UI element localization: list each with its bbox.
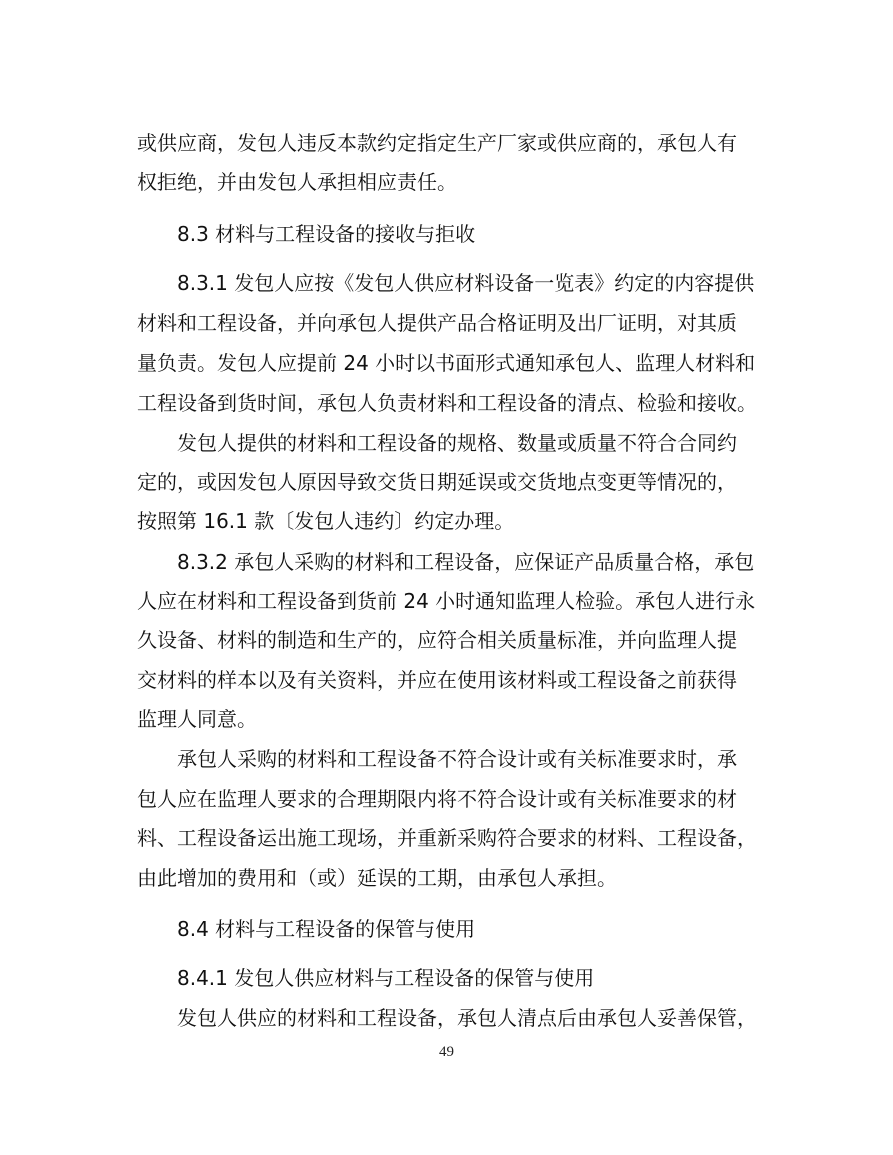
clause-8-3-2-line: 8.3.2 承包人采购的材料和工程设备，应保证产品质量合格，承包 xyxy=(177,550,755,574)
body-text-line: 材料和工程设备，并向承包人提供产品合格证明及出厂证明，对其质 xyxy=(137,311,737,335)
body-text-line: 久设备、材料的制造和生产的，应符合相关质量标准，并向监理人提 xyxy=(137,628,737,652)
body-text-line: 发包人供应的材料和工程设备，承包人清点后由承包人妥善保管， xyxy=(177,1006,757,1030)
body-text-line: 按照第 16.1 款〔发包人违约〕约定办理。 xyxy=(137,509,515,533)
body-text-line: 包人应在监理人要求的合理期限内将不符合设计或有关标准要求的材 xyxy=(137,787,737,811)
body-text-line: 由此增加的费用和（或）延误的工期，由承包人承担。 xyxy=(137,866,617,890)
body-text-line: 发包人提供的材料和工程设备的规格、数量或质量不符合合同约 xyxy=(177,431,737,455)
body-text-line: 人应在材料和工程设备到货前 24 小时通知监理人检验。承包人进行永 xyxy=(137,589,756,613)
clause-8-3-1-line: 8.3.1 发包人应按《发包人供应材料设备一览表》约定的内容提供 xyxy=(177,271,755,295)
body-text-line: 工程设备到货时间，承包人负责材料和工程设备的清点、检验和接收。 xyxy=(137,391,757,415)
body-text-line: 监理人同意。 xyxy=(137,707,257,731)
section-heading-8-4: 8.4 材料与工程设备的保管与使用 xyxy=(177,917,476,941)
body-text-line: 承包人采购的材料和工程设备不符合设计或有关标准要求时，承 xyxy=(177,747,737,771)
body-text-line: 交材料的样本以及有关资料，并应在使用该材料或工程设备之前获得 xyxy=(137,668,737,692)
page-number: 49 xyxy=(439,1044,454,1060)
section-heading-8-3: 8.3 材料与工程设备的接收与拒收 xyxy=(177,222,476,246)
body-text-line: 或供应商，发包人违反本款约定指定生产厂家或供应商的，承包人有 xyxy=(137,131,737,155)
body-text-line: 料、工程设备运出施工现场，并重新采购符合要求的材料、工程设备， xyxy=(137,826,757,850)
body-text-line: 定的，或因发包人原因导致交货日期延误或交货地点变更等情况的， xyxy=(137,470,737,494)
body-text-line: 量负责。发包人应提前 24 小时以书面形式通知承包人、监理人材料和 xyxy=(137,351,756,375)
clause-8-4-1-heading: 8.4.1 发包人供应材料与工程设备的保管与使用 xyxy=(177,966,595,990)
body-text-line: 权拒绝，并由发包人承担相应责任。 xyxy=(137,170,457,194)
